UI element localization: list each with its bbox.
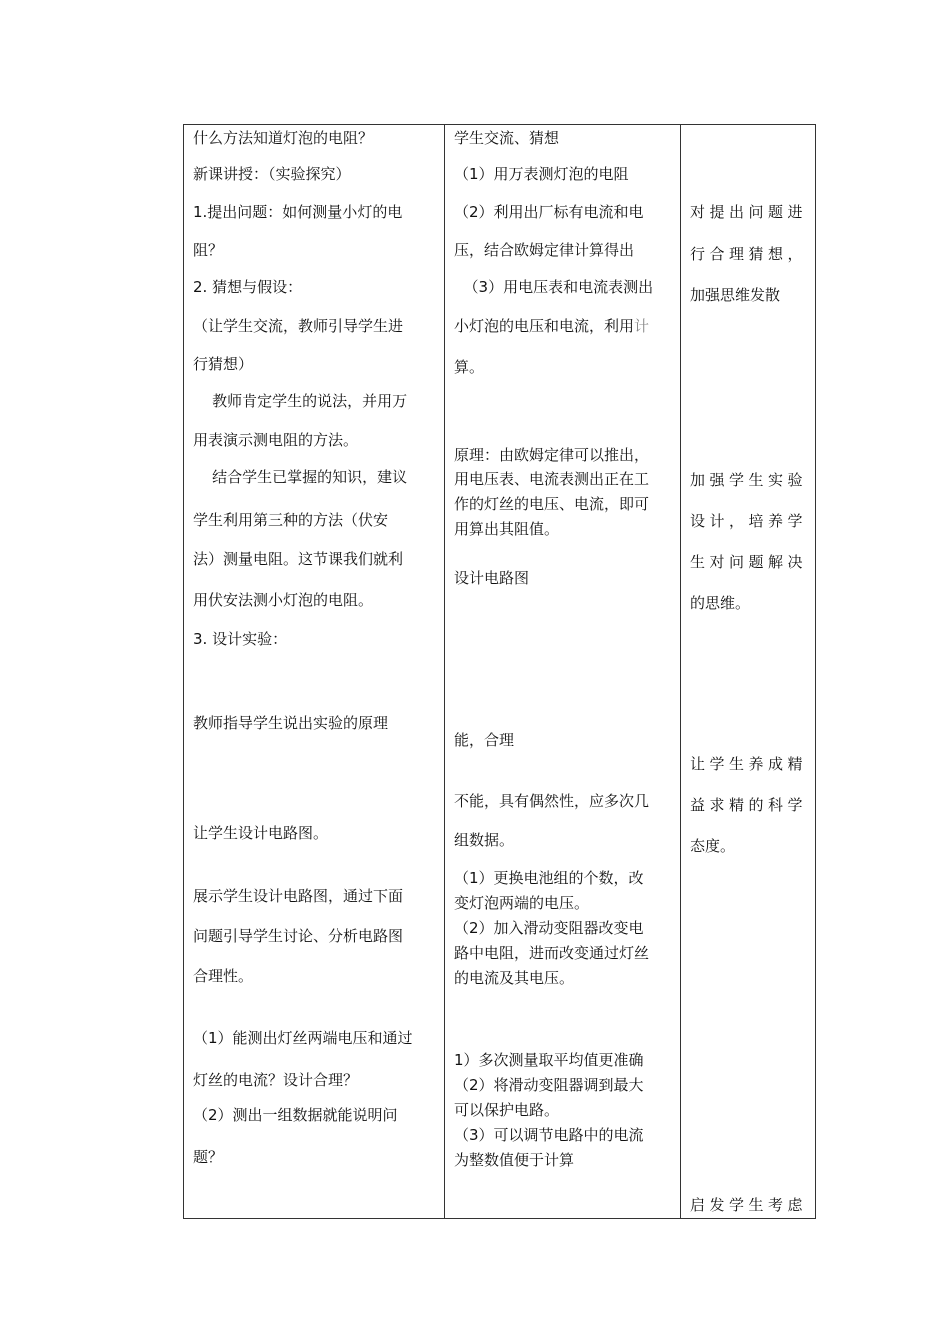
text-line: 2. 猜想与假设：	[193, 278, 303, 296]
text-line: 加强学生实验	[690, 471, 808, 489]
text-line: 让学生养成精	[690, 755, 808, 773]
text-segment: 小灯泡的电压和电流，利用	[454, 317, 635, 335]
text-line: 用伏安法测小灯泡的电阻。	[193, 591, 374, 609]
text-line: 不能，具有偶然性，应多次几	[454, 792, 650, 810]
text-line	[454, 315, 649, 337]
column-divider-1	[444, 125, 445, 1218]
text-line: 问题引导学生讨论、分析电路图	[193, 927, 404, 945]
text-line: 学生交流、猜想	[454, 129, 560, 147]
text-line: 路中电阻，进而改变通过灯丝	[454, 944, 650, 962]
text-line: 结合学生已掌握的知识，建议	[193, 468, 408, 486]
text-line: 组数据。	[454, 831, 515, 849]
text-line: （3）用电压表和电流表测出	[454, 278, 654, 296]
text-line: 1）多次测量取平均值更准确	[454, 1051, 644, 1069]
text-line: （2）将滑动变阻器调到最大	[454, 1076, 644, 1094]
text-line: （2）加入滑动变阻器改变电	[454, 919, 644, 937]
text-line: （1）更换电池组的个数，改	[454, 869, 644, 887]
text-line: 合理性。	[193, 967, 254, 985]
text-line: 为整数值便于计算	[454, 1151, 575, 1169]
text-line: 学生利用第三种的方法（伏安	[193, 511, 389, 529]
text-line: 教师指导学生说出实验的原理	[193, 714, 389, 732]
text-line: 态度。	[690, 837, 736, 855]
text-line: 灯丝的电流？设计合理？	[193, 1071, 359, 1089]
text-line: 能，合理	[454, 731, 515, 749]
text-line: 对提出问题进	[690, 203, 808, 221]
text-line: （2）测出一组数据就能说明问	[193, 1106, 398, 1124]
text-line: 的电流及其电压。	[454, 969, 575, 987]
text-line: 可以保护电路。	[454, 1101, 560, 1119]
text-line: 生对问题解决	[690, 553, 808, 571]
text-line: 阻？	[193, 241, 224, 259]
text-line: 加强思维发散	[690, 286, 781, 304]
text-line: 设计电路图	[454, 569, 530, 587]
text-line: 让学生设计电路图。	[193, 824, 329, 842]
text-segment-gray: 计	[634, 317, 650, 335]
text-line: 启发学生考虑	[690, 1196, 808, 1214]
text-line: 教师肯定学生的说法，并用万	[193, 392, 408, 410]
text-line: （1）能测出灯丝两端电压和通过	[193, 1029, 413, 1047]
text-line: 作的灯丝的电压、电流，即可	[454, 495, 650, 513]
text-line: 算。	[454, 358, 485, 376]
text-line: 行猜想）	[193, 355, 254, 373]
text-line: 设计，培养学	[690, 512, 808, 530]
text-line: 3. 设计实验：	[193, 630, 288, 648]
text-line: 题？	[193, 1148, 224, 1166]
text-line: 用算出其阻值。	[454, 520, 560, 538]
text-line: 什么方法知道灯泡的电阻？	[193, 129, 374, 147]
text-line: 压，结合欧姆定律计算得出	[454, 241, 635, 259]
text-line: 新课讲授：（实验探究）	[193, 165, 351, 183]
text-line: 法）测量电阻。这节课我们就利	[193, 550, 404, 568]
text-line: 的思维。	[690, 594, 751, 612]
text-line: 展示学生设计电路图，通过下面	[193, 887, 404, 905]
text-line: 用表演示测电阻的方法。	[193, 431, 359, 449]
text-line: 益求精的科学	[690, 796, 808, 814]
text-line: 1.提出问题：如何测量小灯的电	[193, 203, 403, 221]
text-line: （1）用万表测灯泡的电阻	[454, 165, 629, 183]
text-line: （2）利用出厂标有电流和电	[454, 203, 644, 221]
text-line: 原理：由欧姆定律可以推出，	[454, 446, 650, 464]
text-line: （3）可以调节电路中的电流	[454, 1126, 644, 1144]
column-divider-2	[680, 125, 681, 1218]
text-line: 行合理猜想，	[690, 245, 808, 263]
text-line: 变灯泡两端的电压。	[454, 894, 590, 912]
text-line: 用电压表、电流表测出正在工	[454, 470, 650, 488]
text-line: （让学生交流，教师引导学生进	[193, 317, 404, 335]
